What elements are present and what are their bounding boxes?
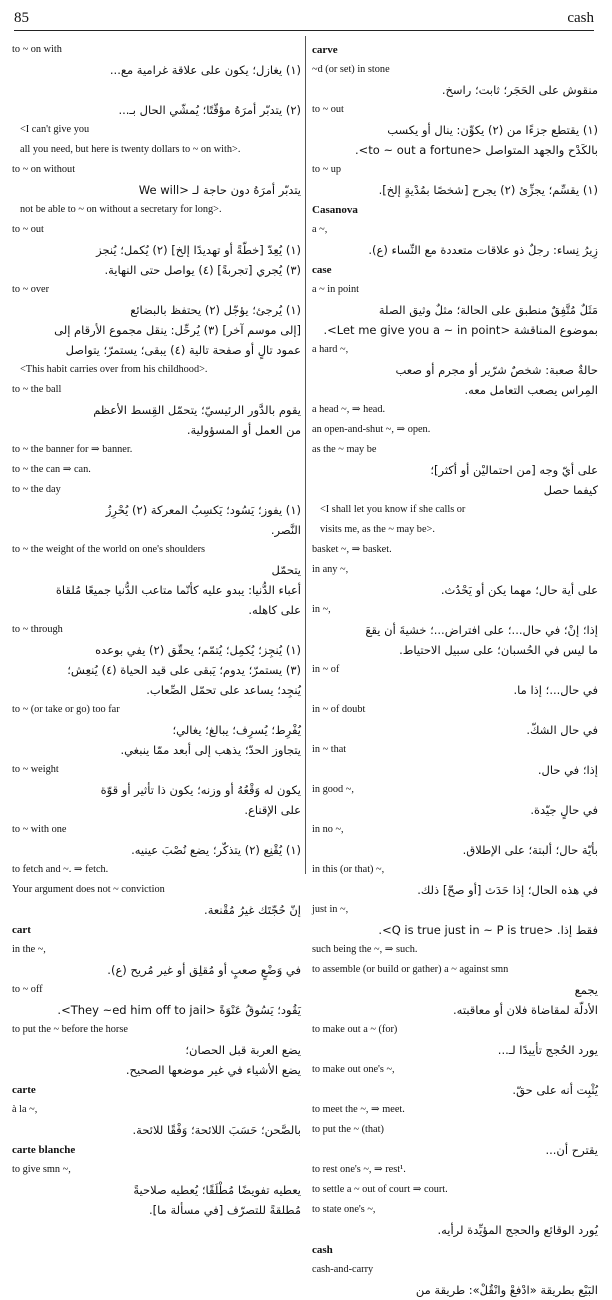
dictionary-entry bbox=[312, 600, 598, 660]
dictionary-entry bbox=[12, 440, 301, 460]
dictionary-entry bbox=[12, 880, 301, 920]
entry-phrase: to ~ the weight of the world on one's shoulders bbox=[12, 544, 206, 555]
entry-translation: (١) يقسِّم؛ يجزِّئ (٢) يجرح [شخصًا بمُدْيةٍ إلخ]. bbox=[378, 183, 598, 197]
dictionary-entry bbox=[12, 940, 301, 980]
entry-example: <This habit carries over from his childhood>. bbox=[20, 364, 208, 375]
entry-phrase: to ~ over bbox=[12, 284, 50, 295]
entry-translation-continued: النَّصر. bbox=[270, 523, 301, 537]
dictionary-entry bbox=[312, 1060, 598, 1100]
dictionary-entry bbox=[12, 620, 301, 700]
entry-translation: إذا؛ إنْ؛ في حال...؛ على افتراض...؛ خشيةَ أن يقعَ bbox=[365, 623, 598, 637]
entry-phrase: to fetch and ~. ⇒ fetch. bbox=[12, 864, 109, 875]
dictionary-entry bbox=[12, 160, 301, 220]
dictionary-entry bbox=[12, 220, 301, 280]
entry-phrase: to ~ out bbox=[312, 104, 344, 115]
entry-phrase: to ~ out bbox=[12, 224, 44, 235]
entry-translation: يتدبّر أمرَهُ دون حاجة لـ <We will bbox=[138, 183, 301, 197]
dictionary-entry bbox=[312, 1020, 598, 1060]
entry-phrase: a ~, bbox=[312, 224, 328, 235]
dictionary-entry bbox=[312, 1100, 598, 1120]
entry-translation: في حال...؛ إذا ما. bbox=[513, 683, 598, 697]
dictionary-entry bbox=[312, 340, 598, 400]
entry-translation-continued: بموضوع المناقشة <Let me give you a ~ in point>. bbox=[323, 323, 598, 337]
entry-translation: (١) يغازل؛ يكون على علاقة غرامية مع... bbox=[109, 63, 301, 77]
entry-translation: يكون له وَقْعُهُ أو وزنه؛ يكون ذا تأثير أو قوّة bbox=[100, 783, 301, 797]
entry-translation-continued: (٣) يستمرّ؛ يدوم؛ يَبقى على قيد الحياة (٤) يُنعِش؛ bbox=[67, 663, 301, 677]
entry-phrase: to state one's ~, bbox=[312, 1204, 376, 1215]
entry-phrase: to ~ the banner for ⇒ banner. bbox=[12, 444, 133, 455]
entry-translation: (١) يُنجِز؛ يُكمِل؛ يُتمّم؛ يحقّق (٢) يفي بوعده bbox=[95, 643, 301, 657]
entry-translation-continued: المِراس يصعب التعامل معه. bbox=[464, 383, 598, 397]
entry-translation-continued: على الإقناع. bbox=[244, 803, 301, 817]
entry-phrase: in ~ of bbox=[312, 664, 340, 675]
entry-phrase: to ~ (or take or go) too far bbox=[12, 704, 120, 715]
headword: carte blanche bbox=[12, 1144, 76, 1156]
entry-phrase: to give smn ~, bbox=[12, 1164, 71, 1175]
entry-example: <I can't give you bbox=[20, 124, 90, 135]
entry-example: all you need, but here is twenty dollars to ~ on with>. bbox=[20, 144, 241, 155]
entry-translation-continued: يضع الأشياء في غير موضعها الصحيح. bbox=[125, 1063, 301, 1077]
entry-translation: يجمع bbox=[574, 983, 598, 997]
entry-phrase: a head ~, ⇒ head. bbox=[312, 404, 386, 415]
entry-translation: مَثَلٌ مُتَّفِقٌ منطبق على الحالة؛ مثلٌ وثيق الصلة bbox=[378, 303, 598, 317]
entry-phrase: in ~ that bbox=[312, 744, 347, 755]
entry-phrase: in this (or that) ~, bbox=[312, 864, 385, 875]
entry-phrase: a ~ in point bbox=[312, 284, 360, 295]
headword: case bbox=[312, 264, 332, 276]
entry-phrase: to ~ the can ⇒ can. bbox=[12, 464, 91, 475]
dictionary-entry bbox=[312, 540, 598, 560]
entry-translation: يضع العربة قبل الحصان؛ bbox=[185, 1043, 301, 1057]
entry-phrase: to ~ weight bbox=[12, 764, 59, 775]
entry-phrase: Your argument does not ~ conviction bbox=[12, 884, 165, 895]
headword: cart bbox=[12, 924, 31, 936]
entry-translation-continued: على كاهله. bbox=[248, 603, 301, 617]
dictionary-entry bbox=[312, 740, 598, 780]
entry-phrase: in no ~, bbox=[312, 824, 344, 835]
entry-phrase: a hard ~, bbox=[312, 344, 349, 355]
entry-phrase: in good ~, bbox=[312, 784, 354, 795]
entry-phrase: as the ~ may be bbox=[312, 444, 377, 455]
entry-translation: (٢) يتدبّر أمرَهُ مؤقّتًا؛ يُمشّي الحال بـ... bbox=[118, 103, 301, 117]
dictionary-entry bbox=[312, 820, 598, 860]
dictionary-entry bbox=[12, 40, 301, 80]
entry-translation: يقوم بالدَّور الرئيسيّ؛ يتحمّل القِسط الأعظم bbox=[93, 403, 301, 417]
entry-phrase: to make out a ~ (for) bbox=[312, 1024, 398, 1035]
entry-phrase: cash-and-carry bbox=[312, 1264, 374, 1275]
dictionary-entry bbox=[312, 700, 598, 740]
entry-phrase: to ~ on without bbox=[12, 164, 76, 175]
dictionary-entry bbox=[312, 1120, 598, 1160]
entry-translation: يُثْبِت أنه على حقّ. bbox=[512, 1083, 598, 1097]
entry-translation: منقوش على الحَجَر؛ ثابت؛ راسخ. bbox=[441, 83, 598, 97]
dictionary-entry bbox=[12, 1020, 301, 1080]
dictionary-entry bbox=[312, 60, 598, 100]
dictionary-entry bbox=[312, 100, 598, 160]
entry-phrase: ~d (or set) in stone bbox=[312, 64, 390, 75]
dictionary-entry bbox=[12, 820, 301, 860]
entry-example: visits me, as the ~ may be>. bbox=[320, 524, 435, 535]
entry-translation: البَيْع بطريقة «ادْفعْ وانْقُلْ»: طريقة من bbox=[415, 1283, 598, 1297]
entry-translation-continued: يُنجِد؛ يساعد على تحمّل الصِّعاب. bbox=[146, 683, 301, 697]
entry-translation: يَقُود؛ يَسُوقُ عَنْوَةً <They ~ed him off to jail>. bbox=[57, 1003, 301, 1017]
entry-translation-continued: (٣) يُجري [تجربةً] (٤) يواصل حتى النهاية. bbox=[104, 263, 301, 277]
entry-translation-continued: ما ليس في الحُسبان؛ على سبيل الاحتياط. bbox=[399, 643, 598, 657]
entry-phrase: to ~ the day bbox=[12, 484, 61, 495]
entry-translation: في حالٍ جيّدة. bbox=[530, 803, 598, 817]
dictionary-entry bbox=[312, 660, 598, 700]
dictionary-entry bbox=[12, 760, 301, 820]
entry-translation: على أية حال؛ مهما يكن أو يَحْدُث. bbox=[440, 583, 598, 597]
entry-translation-continued: [إلى موسم آخر] (٣) يُرحِّل: ينقل مجموع الأرقام إلى bbox=[54, 323, 301, 337]
entry-translation: إنّ حُجّتَك غيرُ مُقْنعة. bbox=[204, 903, 301, 917]
entry-example: <I shall let you know if she calls or bbox=[320, 504, 466, 515]
dictionary-entry bbox=[12, 1160, 301, 1220]
entry-phrase: to meet the ~, ⇒ meet. bbox=[312, 1104, 405, 1115]
dictionary-entry bbox=[312, 400, 598, 420]
dictionary-entry bbox=[312, 280, 598, 340]
headword: cash bbox=[312, 1244, 333, 1256]
dictionary-entry bbox=[312, 960, 598, 1020]
dictionary-entry bbox=[312, 780, 598, 820]
entry-translation: إذا؛ في حال. bbox=[537, 763, 598, 777]
entry-phrase: basket ~, ⇒ basket. bbox=[312, 544, 392, 555]
page-header bbox=[14, 6, 594, 32]
dictionary-entry bbox=[312, 420, 598, 440]
dictionary-entry bbox=[312, 1200, 598, 1240]
entry-phrase bbox=[12, 80, 301, 100]
entry-translation-continued: من العمل أو المسؤولية. bbox=[186, 423, 301, 437]
entry-translation-continued: كيفما حصل bbox=[543, 483, 598, 497]
entry-phrase: in any ~, bbox=[312, 564, 349, 575]
entry-phrase: in ~ of doubt bbox=[312, 704, 366, 715]
dictionary-entry bbox=[312, 1260, 598, 1300]
right-column bbox=[312, 40, 598, 1297]
entry-translation-continued: يتجاوز الحدّ؛ يذهب إلى أبعد ممّا ينبغي. bbox=[120, 743, 301, 757]
dictionary-entry bbox=[312, 220, 598, 260]
dictionary-entry bbox=[12, 80, 301, 160]
entry-translation: في هذه الحال؛ إذا حَدَث [أو صحّ] ذلك. bbox=[417, 883, 598, 897]
entry-phrase: to ~ through bbox=[12, 624, 63, 635]
dictionary-entry bbox=[12, 1100, 301, 1140]
dictionary-entry bbox=[312, 440, 598, 540]
entry-translation: على أيّ وجه [من احتماليْن أو أكثر]؛ bbox=[430, 463, 598, 477]
dictionary-entry bbox=[12, 860, 301, 880]
entry-translation: يقترح أن... bbox=[545, 1143, 598, 1157]
entry-phrase: to put the ~ before the horse bbox=[12, 1024, 128, 1035]
left-column bbox=[12, 40, 301, 1217]
entry-phrase: to ~ on with bbox=[12, 44, 62, 55]
entry-translation: يعطيه تفويضًا مُطْلَقًا؛ يُعطيه صلاحيةً bbox=[133, 1183, 301, 1197]
headword: carve bbox=[312, 44, 338, 56]
entry-translation: فقط إذا. <Q is true just in ~ P is true>. bbox=[378, 923, 598, 937]
entry-phrase: to ~ the ball bbox=[12, 384, 62, 395]
entry-translation: في حال الشكّ. bbox=[526, 723, 598, 737]
entry-translation: (١) يفوز؛ يَسُود؛ يَكسِبُ المعركة (٢) يُحْرِزُ bbox=[105, 503, 301, 517]
entry-phrase: just in ~, bbox=[312, 904, 349, 915]
entry-phrase: an open-and-shut ~, ⇒ open. bbox=[312, 424, 431, 435]
entry-phrase: such being the ~, ⇒ such. bbox=[312, 944, 418, 955]
dictionary-entry bbox=[12, 540, 301, 620]
entry-phrase: to ~ with one bbox=[12, 824, 67, 835]
entry-translation-continued: مُطلقةً للتصرّف [في مسألة ما]. bbox=[149, 1203, 301, 1217]
entry-translation: يتحمّل bbox=[271, 563, 301, 577]
entry-translation: (١) يُعِدّ [خطّةً أو تهديدًا إلخ] (٢) يُكمل؛ يُنجز bbox=[96, 243, 301, 257]
entry-translation: في وَضْعٍ صعبٍ أو مُقلِق أو غير مُريح (ع). bbox=[107, 963, 301, 977]
entry-translation: بالصَّحن؛ حَسَبَ اللائحة؛ وَفْقًا للائحة. bbox=[132, 1123, 301, 1137]
headword: Casanova bbox=[312, 204, 358, 216]
dictionary-entry bbox=[12, 980, 301, 1020]
entry-phrase: to rest one's ~, ⇒ rest¹. bbox=[312, 1164, 406, 1175]
dictionary-entry bbox=[12, 280, 301, 380]
entry-example: not be able to ~ on without a secretary for long>. bbox=[20, 204, 222, 215]
entry-translation: حالةٌ صعبة: شخصٌ شرّير أو مجرم أو صعب bbox=[395, 363, 598, 377]
dictionary-entry bbox=[12, 700, 301, 760]
dictionary-entry bbox=[312, 1160, 598, 1180]
column-divider bbox=[305, 36, 306, 874]
header-rule bbox=[14, 30, 594, 31]
entry-phrase: to assemble (or build or gather) a ~ against smn bbox=[312, 964, 509, 975]
entry-phrase: to make out one's ~, bbox=[312, 1064, 395, 1075]
dictionary-entry bbox=[312, 1180, 598, 1200]
dictionary-entry bbox=[312, 160, 598, 200]
dictionary-entry bbox=[12, 460, 301, 480]
dictionary-entry bbox=[312, 560, 598, 600]
entry-translation: يُفْرِط؛ يُسرِف؛ يبالغ؛ يغالي؛ bbox=[172, 723, 301, 737]
dictionary-entry bbox=[312, 900, 598, 940]
entry-phrase: to ~ off bbox=[12, 984, 43, 995]
entry-phrase: to settle a ~ out of court ⇒ court. bbox=[312, 1184, 448, 1195]
dictionary-entry bbox=[312, 940, 598, 960]
dictionary-entry bbox=[12, 480, 301, 540]
entry-translation-continued: عمود تالٍ أو صفحة تالية (٤) يبقى؛ يستمرّ؛ يتواصل bbox=[65, 343, 301, 357]
entry-translation-continued: الأدلّة لمقاضاة فلان أو معاقبته. bbox=[453, 1003, 598, 1017]
entry-translation-continued: أعباء الدُّنيا: يبدو عليه كأنّما متاعب الدُّنيا جميعًا مُلقاة bbox=[55, 583, 301, 597]
entry-translation: (١) يُقْنِع (٢) يتذكّر؛ يضع نُصْبَ عينيه. bbox=[131, 843, 301, 857]
entry-phrase: in ~, bbox=[312, 604, 331, 615]
entry-translation-continued: بالكَدْح والجهد المتواصل <to ~ out a fortune>. bbox=[354, 143, 598, 157]
entry-translation: يُورد الوقائع والحجج المؤيِّدة لرأيه. bbox=[437, 1223, 598, 1237]
running-head: cash bbox=[567, 10, 594, 26]
entry-phrase: à la ~, bbox=[12, 1104, 38, 1115]
entry-phrase: to put the ~ (that) bbox=[312, 1124, 384, 1135]
dictionary-entry bbox=[312, 860, 598, 900]
entry-phrase: to ~ up bbox=[312, 164, 342, 175]
entry-translation: يورد الحُجج تأييدًا لـ... bbox=[497, 1043, 598, 1057]
dictionary-entry bbox=[12, 380, 301, 440]
entry-translation: (١) يقتطع جزءًا من (٢) يكوِّن: ينال أو يكسب bbox=[387, 123, 598, 137]
entry-translation: (١) يُرجئ؛ يؤجّل (٢) يحتفظ بالبضائع bbox=[130, 303, 301, 317]
entry-translation: بأيّة حال؛ ألبتة؛ على الإطلاق. bbox=[462, 843, 598, 857]
entry-translation: زِيرُ نِساء: رجلٌ ذو علاقات متعددة مع النِّساء (ع). bbox=[368, 243, 598, 257]
entry-phrase: in the ~, bbox=[12, 944, 46, 955]
page-number: 85 bbox=[14, 10, 29, 26]
headword: carte bbox=[12, 1084, 36, 1096]
